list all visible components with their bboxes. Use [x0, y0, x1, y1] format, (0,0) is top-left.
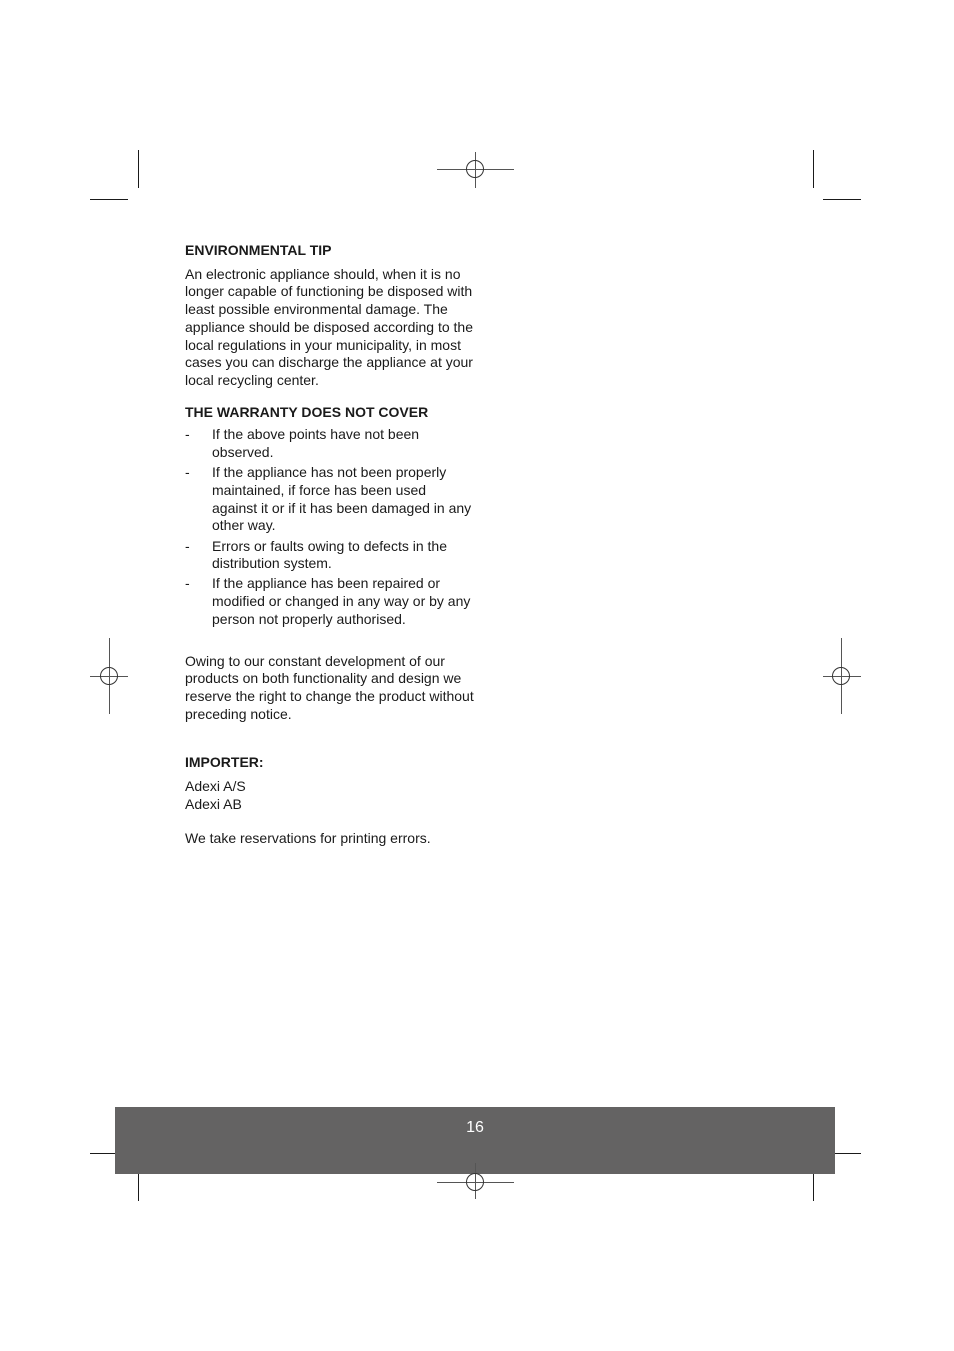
dash-bullet: - [185, 575, 190, 592]
crop-mark-top-right-horizontal [823, 199, 861, 200]
list-item-text: If the appliance has not been properly maintained, if force has been used against it or if it has been damaged in any other way. [212, 464, 472, 534]
list-item [185, 575, 475, 628]
development-note: Owing to our constant development of our products on both functionality and design we reserve the right to change the product without preceding notice. [185, 652, 474, 722]
printing-errors-note: We take reservations for printing errors. [185, 830, 431, 847]
importer-heading: IMPORTER: [185, 754, 264, 771]
importer-line-2: Adexi AB [185, 795, 242, 812]
crop-mark-top-left-horizontal [90, 199, 128, 200]
page-number: 16 [466, 1119, 484, 1136]
list-item [185, 464, 475, 535]
crop-mark-top-right-vertical [813, 150, 814, 188]
list-item [185, 426, 475, 461]
crop-mark-top-left-vertical [138, 150, 139, 188]
environmental-tip-heading: ENVIRONMENTAL TIP [185, 242, 332, 258]
registration-target-bottom-icon [466, 1173, 484, 1191]
importer-line-1: Adexi A/S [185, 778, 246, 795]
warranty-list [185, 426, 475, 628]
list-item-text: If the above points have not been observed. [212, 426, 420, 461]
registration-target-right-icon [832, 667, 850, 685]
dash-bullet: - [185, 426, 190, 443]
content-column [185, 242, 475, 848]
environmental-tip-body: An electronic appliance should, when it is no longer capable of functioning be disposed with least possible environmental damage. The appliance should be disposed according to the local regulations in your municipality, in most cases you can discharge the appliance at your local recycling center. [185, 265, 473, 388]
registration-target-left-icon [100, 667, 118, 685]
dash-bullet: - [185, 537, 190, 554]
dash-bullet: - [185, 464, 190, 481]
list-item-text: Errors or faults owing to defects in the distribution system. [212, 537, 447, 572]
registration-target-top-icon [466, 160, 484, 178]
warranty-heading: THE WARRANTY DOES NOT COVER [185, 403, 429, 420]
list-item-text: If the appliance has been repaired or modified or changed in any way or by any person not properly authorised. [212, 575, 471, 627]
list-item [185, 538, 475, 573]
